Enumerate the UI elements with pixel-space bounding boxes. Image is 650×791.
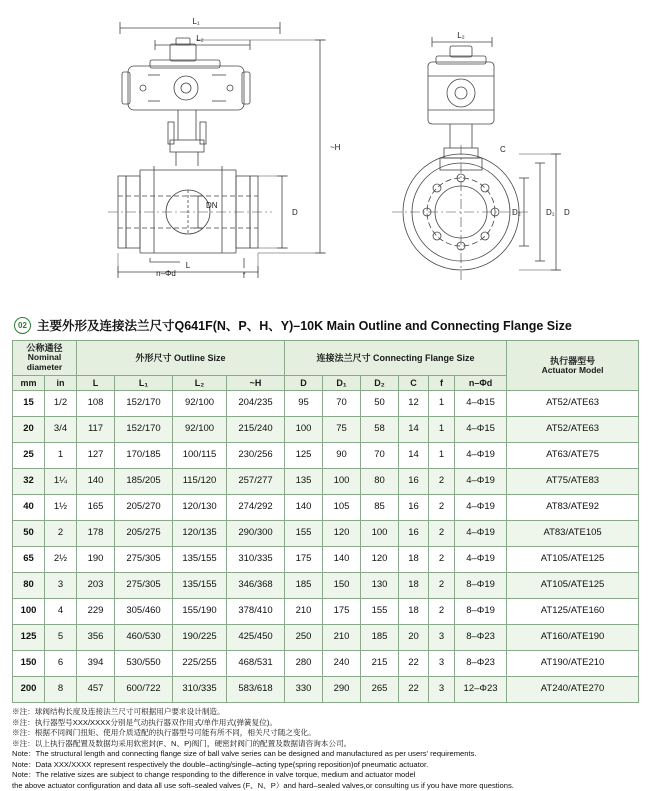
cell-D: 250 xyxy=(285,625,323,651)
notes-block xyxy=(12,707,638,791)
cell-actuator: AT240/ATE270 xyxy=(507,677,639,703)
cell-L2: 92/100 xyxy=(173,417,227,443)
label-C: C xyxy=(500,145,506,154)
cell-D2: 155 xyxy=(361,599,399,625)
cell-in: 1¼ xyxy=(45,469,77,495)
cell-L: 117 xyxy=(77,417,115,443)
subheader-mm: mm xyxy=(13,375,45,390)
cell-mm: 100 xyxy=(13,599,45,625)
cell-C: 16 xyxy=(399,495,429,521)
cell-nd: 4–Φ19 xyxy=(455,495,507,521)
table-row xyxy=(13,391,639,417)
cell-L1: 205/275 xyxy=(115,521,173,547)
cell-actuator: AT105/ATE125 xyxy=(507,573,639,599)
cell-L: 356 xyxy=(77,625,115,651)
cell-in: 2 xyxy=(45,521,77,547)
cell-in: 1 xyxy=(45,443,77,469)
cell-D1: 150 xyxy=(323,573,361,599)
cell-mm: 150 xyxy=(13,651,45,677)
cell-H: 257/277 xyxy=(227,469,285,495)
cell-actuator: AT105/ATE125 xyxy=(507,547,639,573)
cell-D2: 185 xyxy=(361,625,399,651)
subheader-L1: L₁ xyxy=(115,375,173,390)
cell-C: 18 xyxy=(399,547,429,573)
cell-in: 3/4 xyxy=(45,417,77,443)
cell-in: 2½ xyxy=(45,547,77,573)
cell-L2: 100/115 xyxy=(173,443,227,469)
cell-in: 6 xyxy=(45,651,77,677)
cell-f: 2 xyxy=(429,521,455,547)
cell-D: 155 xyxy=(285,521,323,547)
cell-f: 1 xyxy=(429,417,455,443)
cell-L1: 152/170 xyxy=(115,391,173,417)
cell-H: 378/410 xyxy=(227,599,285,625)
cell-L1: 460/530 xyxy=(115,625,173,651)
cell-D1: 75 xyxy=(323,417,361,443)
cell-D2: 120 xyxy=(361,547,399,573)
cell-in: 1½ xyxy=(45,495,77,521)
table-row xyxy=(13,573,639,599)
subheader-H: ~H xyxy=(227,375,285,390)
cell-nd: 8–Φ19 xyxy=(455,573,507,599)
cell-mm: 40 xyxy=(13,495,45,521)
cell-L: 190 xyxy=(77,547,115,573)
cell-actuator: AT63/ATE75 xyxy=(507,443,639,469)
cell-L: 127 xyxy=(77,443,115,469)
cell-L1: 305/460 xyxy=(115,599,173,625)
cell-mm: 20 xyxy=(13,417,45,443)
cell-C: 20 xyxy=(399,625,429,651)
note-line: ※注：根据不同阀门扭矩、使用介质适配的执行器型号可能有所不同，相关尺寸随之变化。 xyxy=(12,728,316,738)
cell-L2: 225/255 xyxy=(173,651,227,677)
cell-D2: 70 xyxy=(361,443,399,469)
cell-D: 100 xyxy=(285,417,323,443)
header-actuator-model-cn: 执行器型号 xyxy=(550,355,596,366)
cell-D: 330 xyxy=(285,677,323,703)
cell-D2: 265 xyxy=(361,677,399,703)
cell-H: 274/292 xyxy=(227,495,285,521)
cell-L1: 152/170 xyxy=(115,417,173,443)
cell-D1: 100 xyxy=(323,469,361,495)
table-row xyxy=(13,547,639,573)
cell-D1: 140 xyxy=(323,547,361,573)
label-DN: DN xyxy=(206,201,218,210)
cell-D: 210 xyxy=(285,599,323,625)
cell-mm: 25 xyxy=(13,443,45,469)
cell-mm: 15 xyxy=(13,391,45,417)
cell-L1: 170/185 xyxy=(115,443,173,469)
note-line: ※注：以上执行器配置及数据均采用软密封(F、N、P)阀门，硬密封阀门的配置及数据请咨询本公司。 xyxy=(12,738,352,748)
cell-H: 230/256 xyxy=(227,443,285,469)
cell-L2: 120/135 xyxy=(173,521,227,547)
cell-f: 2 xyxy=(429,573,455,599)
cell-f: 1 xyxy=(429,391,455,417)
cell-L: 178 xyxy=(77,521,115,547)
cell-C: 16 xyxy=(399,469,429,495)
cell-H: 204/235 xyxy=(227,391,285,417)
cell-actuator: AT83/ATE105 xyxy=(507,521,639,547)
table-row xyxy=(13,521,639,547)
table-row xyxy=(13,599,639,625)
technical-drawing xyxy=(0,0,650,310)
cell-nd: 12–Φ23 xyxy=(455,677,507,703)
subheader-D1: D₁ xyxy=(323,375,361,390)
cell-D1: 70 xyxy=(323,391,361,417)
cell-f: 3 xyxy=(429,625,455,651)
table-row xyxy=(13,495,639,521)
cell-L2: 155/190 xyxy=(173,599,227,625)
cell-D: 135 xyxy=(285,469,323,495)
table-group-header-row xyxy=(13,341,639,376)
cell-D1: 175 xyxy=(323,599,361,625)
cell-nd: 4–Φ15 xyxy=(455,417,507,443)
cell-D: 140 xyxy=(285,495,323,521)
cell-L1: 275/305 xyxy=(115,573,173,599)
cell-D: 175 xyxy=(285,547,323,573)
cell-actuator: AT160/ATE190 xyxy=(507,625,639,651)
cell-C: 18 xyxy=(399,573,429,599)
subheader-in: in xyxy=(45,375,77,390)
cell-L: 229 xyxy=(77,599,115,625)
cell-H: 425/450 xyxy=(227,625,285,651)
section-title xyxy=(14,314,638,336)
cell-H: 215/240 xyxy=(227,417,285,443)
cell-nd: 8–Φ23 xyxy=(455,651,507,677)
cell-actuator: AT190/ATE210 xyxy=(507,651,639,677)
cell-actuator: AT83/ATE92 xyxy=(507,495,639,521)
cell-L: 394 xyxy=(77,651,115,677)
cell-H: 583/618 xyxy=(227,677,285,703)
table-body xyxy=(13,391,639,703)
cell-D2: 80 xyxy=(361,469,399,495)
cell-D2: 215 xyxy=(361,651,399,677)
label-L: L xyxy=(185,261,191,270)
cell-C: 12 xyxy=(399,391,429,417)
cell-nd: 8–Φ19 xyxy=(455,599,507,625)
cell-f: 1 xyxy=(429,443,455,469)
cell-L1: 185/205 xyxy=(115,469,173,495)
cell-L2: 120/130 xyxy=(173,495,227,521)
label-L2-left: L₂ xyxy=(196,34,204,43)
note-line: the above actuator configuration and data all use soft–sealed valves (F、N、P）and hard–sealed valves,or consulting us if you have more questions. xyxy=(12,780,514,790)
cell-L2: 190/225 xyxy=(173,625,227,651)
cell-f: 2 xyxy=(429,469,455,495)
subheader-D2: D₂ xyxy=(361,375,399,390)
subheader-C: C xyxy=(399,375,429,390)
cell-mm: 200 xyxy=(13,677,45,703)
cell-f: 2 xyxy=(429,599,455,625)
cell-D1: 210 xyxy=(323,625,361,651)
cell-C: 22 xyxy=(399,677,429,703)
specification-table xyxy=(12,340,639,703)
cell-mm: 32 xyxy=(13,469,45,495)
cell-in: 4 xyxy=(45,599,77,625)
note-line: Note：The structural length and connecting flange size of ball valve series can be designed and manufactured as per users' requirements. xyxy=(12,749,477,759)
subheader-L: L xyxy=(77,375,115,390)
cell-D1: 120 xyxy=(323,521,361,547)
header-nominal-diameter xyxy=(13,341,77,376)
subheader-L2: L₂ xyxy=(173,375,227,390)
label-D1: D₁ xyxy=(546,208,555,217)
cell-nd: 4–Φ19 xyxy=(455,521,507,547)
cell-mm: 65 xyxy=(13,547,45,573)
cell-L2: 310/335 xyxy=(173,677,227,703)
cell-f: 2 xyxy=(429,495,455,521)
label-D2: D₂ xyxy=(512,208,521,217)
cell-D1: 290 xyxy=(323,677,361,703)
header-outline-size xyxy=(77,341,285,376)
cell-nd: 4–Φ19 xyxy=(455,469,507,495)
label-D-left: D xyxy=(292,208,298,217)
label-f: f xyxy=(242,271,246,280)
cell-f: 3 xyxy=(429,651,455,677)
header-nominal-diameter-en: Nominal diameter xyxy=(26,352,63,373)
table-row xyxy=(13,677,639,703)
cell-L: 108 xyxy=(77,391,115,417)
cell-in: 8 xyxy=(45,677,77,703)
cell-D2: 58 xyxy=(361,417,399,443)
cell-D2: 85 xyxy=(361,495,399,521)
cell-mm: 80 xyxy=(13,573,45,599)
cell-C: 14 xyxy=(399,417,429,443)
cell-H: 468/531 xyxy=(227,651,285,677)
cell-mm: 125 xyxy=(13,625,45,651)
cell-f: 2 xyxy=(429,547,455,573)
cell-D: 125 xyxy=(285,443,323,469)
cell-H: 346/368 xyxy=(227,573,285,599)
cell-L2: 135/155 xyxy=(173,547,227,573)
cell-C: 16 xyxy=(399,521,429,547)
note-line: ※注：球阀结构长度及连接法兰尺寸可根据用户要求设计制造。 xyxy=(12,707,225,717)
cell-L: 457 xyxy=(77,677,115,703)
cell-L2: 92/100 xyxy=(173,391,227,417)
cell-D: 280 xyxy=(285,651,323,677)
cell-D2: 100 xyxy=(361,521,399,547)
header-flange-size-cn: 连接法兰尺寸 Connecting Flange Size xyxy=(316,352,475,363)
subheader-nd: n–Φd xyxy=(455,375,507,390)
cell-L1: 205/270 xyxy=(115,495,173,521)
cell-D1: 105 xyxy=(323,495,361,521)
cell-H: 310/335 xyxy=(227,547,285,573)
subheader-f: f xyxy=(429,375,455,390)
table-row xyxy=(13,443,639,469)
label-nd: n–Φd xyxy=(156,269,176,278)
cell-D: 95 xyxy=(285,391,323,417)
cell-H: 290/300 xyxy=(227,521,285,547)
cell-C: 22 xyxy=(399,651,429,677)
header-actuator-model-en: Actuator Model xyxy=(541,364,604,375)
cell-f: 3 xyxy=(429,677,455,703)
label-D-right: D xyxy=(564,208,570,217)
cell-nd: 4–Φ19 xyxy=(455,547,507,573)
cell-L2: 135/155 xyxy=(173,573,227,599)
cell-actuator: AT52/ATE63 xyxy=(507,417,639,443)
label-L1: L₁ xyxy=(192,17,200,26)
cell-actuator: AT75/ATE83 xyxy=(507,469,639,495)
cell-D1: 90 xyxy=(323,443,361,469)
cell-L: 140 xyxy=(77,469,115,495)
section-title-text: 主要外形及连接法兰尺寸Q641F(N、P、H、Y)–10K Main Outline and Connecting Flange Size xyxy=(37,319,572,333)
note-line: ※注：执行器型号XXX/XXXX分别是气动执行器双作用式/单作用式(弹簧复位)。 xyxy=(12,717,277,727)
header-outline-size-cn: 外形尺寸 Outline Size xyxy=(135,352,226,363)
cell-D2: 130 xyxy=(361,573,399,599)
cell-nd: 4–Φ19 xyxy=(455,443,507,469)
header-flange-size xyxy=(285,341,507,376)
cell-nd: 4–Φ15 xyxy=(455,391,507,417)
header-nominal-diameter-cn: 公称通径 xyxy=(26,343,63,353)
cell-C: 14 xyxy=(399,443,429,469)
cell-D1: 240 xyxy=(323,651,361,677)
cell-L1: 600/722 xyxy=(115,677,173,703)
cell-in: 3 xyxy=(45,573,77,599)
cell-actuator: AT125/ATE160 xyxy=(507,599,639,625)
label-H: ~H xyxy=(330,143,341,152)
table-row xyxy=(13,469,639,495)
header-actuator-model xyxy=(507,341,639,391)
cell-in: 1/2 xyxy=(45,391,77,417)
cell-nd: 8–Φ23 xyxy=(455,625,507,651)
note-line: Note：Data XXX/XXXX represent respectively the double–acting/single–acting type(spring reposition)of pneumatic actuator. xyxy=(12,759,429,769)
cell-actuator: AT52/ATE63 xyxy=(507,391,639,417)
cell-D2: 50 xyxy=(361,391,399,417)
cell-in: 5 xyxy=(45,625,77,651)
cell-L1: 275/305 xyxy=(115,547,173,573)
note-line: Note：The relative sizes are subject to change responding to the difference in valve torque, medium and actuator model xyxy=(12,770,416,780)
cell-mm: 50 xyxy=(13,521,45,547)
cell-L1: 530/550 xyxy=(115,651,173,677)
cell-L2: 115/120 xyxy=(173,469,227,495)
cell-L: 203 xyxy=(77,573,115,599)
cell-D: 185 xyxy=(285,573,323,599)
subheader-D: D xyxy=(285,375,323,390)
table-row xyxy=(13,651,639,677)
section-badge: 02 xyxy=(14,317,31,334)
label-L2-right: L₂ xyxy=(457,31,465,40)
table-row xyxy=(13,625,639,651)
cell-C: 18 xyxy=(399,599,429,625)
table-row xyxy=(13,417,639,443)
cell-L: 165 xyxy=(77,495,115,521)
